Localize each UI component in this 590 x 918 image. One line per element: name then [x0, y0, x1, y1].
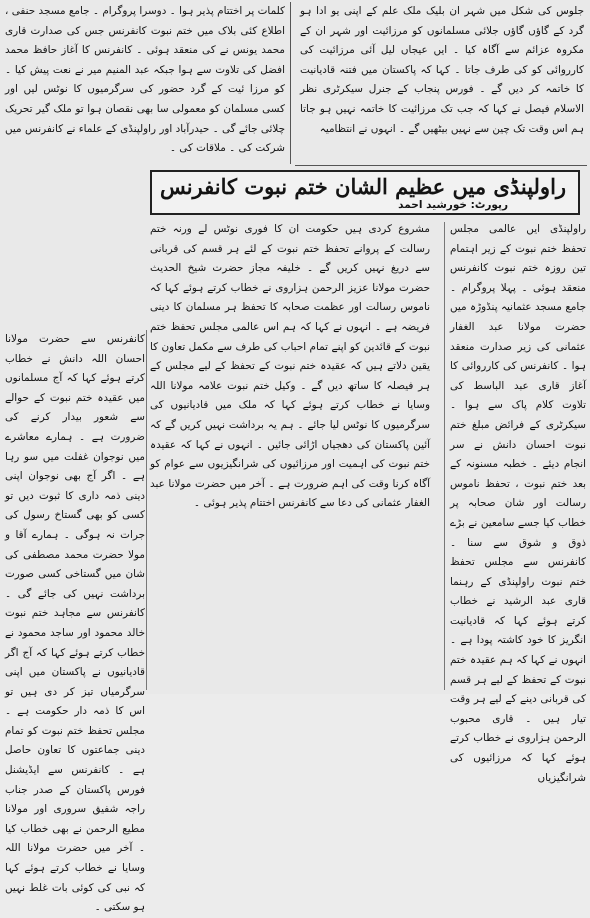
- article-byline: رپورٹ: خورشید احمد: [398, 199, 508, 211]
- column-divider: [146, 330, 147, 690]
- article-column-top-right: [300, 2, 584, 164]
- article-text: جلوس کی شکل میں شہر ان بلیک ملک علم کے اپنی یو ادا ہو گرد کے گاؤں گاؤں جلائی مسلمانوں کو مرزائیت اور شہر ان کے مکروہ عزائم سے آگاہ کیا ۔ ایں عیجاں لیل آئی مرزائیت کی کارروائی کو کی طرف جاتا ۔ کہا کہ پاکستان میں فتنہ قادیانیت کا خاتمہ کر دیں گے ۔ فورس پنجاب کے جنرل سیکرٹری نظر الاسلام فیصل نے کہا کہ جب تک مرزائیت کا خاتمہ نہیں ہو جاتا ہم اس وقت تک چین سے نہیں بیٹھیں گے ۔ انہوں نے انتظامیہ: [300, 5, 584, 135]
- article-headline: راولپنڈی میں عظیم الشان ختم نبوت کانفرنس: [159, 174, 567, 199]
- section-divider: [295, 165, 587, 166]
- article-text: مشروع کردی ہیں حکومت ان کا فوری نوٹس لے ورنہ ختم رسالت کے پروانے تحفظ ختم نبوت کے لئے ہر قسم کی قربانی سے دریغ نہیں کریں گے ۔ خلیفہ مجاز حضرت شیخ الحدیث حضرت مولانا عزیز الرحمن ہزاروی نے خطاب کرتے ہوئے کہا کہ ناموس رسالت اور عظمت صحابہ کا تحفظ ہر مسلمان کا دینی فریضہ ہے ۔ انہوں نے کہا کہ ہم اس عالمی مجلس تحفظ ختم نبوت کے قائدین کو اپنے تمام احباب کی طرف سے مکمل تعاون کا یقین دلاتے ہیں کہ عقیدہ ختم نبوت کے تحفظ کے لیے مجلس کے ہر فیصلہ کا ساتھ دیں گے ۔ وکیل ختم نبوت علامہ مولانا اللہ وسایا نے خطاب کرتے ہوئے کہا کہ ملک میں قادیانیوں کی سرگرمیوں کا نوٹس لیا جائے ۔ ہم یہ برداشت نہیں کریں گے کہ آئین پاکستان کی دھجیاں اڑائی جائیں ۔ انہوں نے کہا کہ عقیدہ ختم نبوت کی اہمیت اور مرزائیوں کی شرانگیزیوں سے عوام کو آگاہ کرنا وقت کی اہم ضرورت ہے ۔ آخر میں حضرت مولانا عبد الغفار عثمانی کی دعا سے کانفرنس اختتام پذیر ہوئی ۔: [150, 223, 430, 510]
- article-column-right: [450, 220, 586, 784]
- article-column-left: [5, 330, 145, 914]
- article-column-middle: [150, 220, 430, 692]
- headline-box: [150, 170, 580, 215]
- article-text: کلمات پر اختتام پذیر ہوا ۔ دوسرا پروگرام ۔ جامع مسجد حنفی ، اطلاع کئی بلاک میں ختم نبوت کانفرنس جس کی صدارت قاری محمد یونس نے کی منعقد ہوئی ۔ کانفرنس کا آغاز حافظ محمد افضل کی تلاوت سے ہوا جبکہ عبد المنیم میر نے نعت پیش کیا ۔ کو مرزا ئیت کے گرد حضور کی سرگرمیوں کا نوٹس لیں اور کسی مسلمان کو معمولی سا بھی نقصان ہوا تو ملک گیر تحریک چلائی جائے گی ۔ حیدرآباد اور راولپنڈی کے علماء نے کانفرنس میں شرکت کی ۔ ملاقات کی ۔: [5, 5, 285, 155]
- column-divider: [444, 222, 445, 690]
- article-text: راولپنڈی ایں عالمی مجلس تحفظ ختم نبوت کے زیر اہتمام تین روزہ ختم نبوت کانفرنس منعقد ہوئی ۔ پہلا پروگرام ۔ جامع مسجد عثمانیہ پنڈوڑہ میں حضرت مولانا عبد الغفار عثمانی کی زیر صدارت منعقد ہوا ۔ کانفرنس کی کارروائی کا آغاز قاری عبد الباسط کی تلاوت کلام پاک سے ہوا ۔ سیکرٹری کے فرائض مبلغ ختم نبوت احسان دانش نے سر انجام دیئے ۔ خطبہ مسنونہ کے بعد ختم نبوت ، تحفظ ناموس رسالت اور شان صحابہ پر خطاب کیا جسے سامعین نے بڑے ذوق و شوق سے سنا ۔ کانفرنس سے مجلس تحفظ ختم نبوت راولپنڈی کے رہنما قاری عبد الرشید نے خطاب کرتے ہوئے کہا کہ قادیانیت انگریز کا خود کاشتہ پودا ہے ۔ انہوں نے کہا کہ ہم عقیدہ ختم نبوت کے تحفظ کے لیے ہر قسم کی قربانی دینے کے لیے ہر وقت تیار ہیں ۔ قاری محبوب الرحمن ہزاروی نے خطاب کرتے ہوئے کہا کہ مرزائیوں کی شرانگیزیاں: [450, 223, 586, 784]
- column-divider: [290, 2, 291, 164]
- article-text: کانفرنس سے حضرت مولانا احسان اللہ دانش نے خطاب کرتے ہوئے کہا کہ آج مسلمانوں میں عقیدہ ختم نبوت کے حوالے سے شعور بیدار کرنے کی ضرورت ہے ۔ ہمارے معاشرے میں نوجوان غفلت میں سو رہا ہے ۔ اگر آج بھی نوجوان اپنی دینی ذمہ داری کا ثبوت دیں تو کسی کو بھی گستاخ رسول کی جرات نہ ہوگی ۔ ہمارے آقا و مولا حضرت محمد مصطفی کی شان میں گستاخی کسی صورت برداشت نہیں کی جائے گی ۔ کانفرنس سے مجاہد ختم نبوت خالد محمود اور ساجد محمود نے خطاب کرتے ہوئے کہا کہ آج اگر قادیانیوں نے پاکستان میں اپنی سرگرمیاں تیز کر دی ہیں تو اس کا ذمہ دار حکومت ہے ۔ مجلس تحفظ ختم نبوت کو تمام دینی جماعتوں کا تعاون حاصل ہے ۔ کانفرنس سے ایڈیشنل فورس پاکستان کے صدر جناب راجہ شفیق سروری اور مولانا مطیع الرحمن نے بھی خطاب کیا ۔ آخر میں حضرت مولانا اللہ وسایا نے خطاب کرتے ہوئے کہا کہ نبی کی کوئی بات غلط نہیں ہو سکتی ۔: [5, 333, 145, 914]
